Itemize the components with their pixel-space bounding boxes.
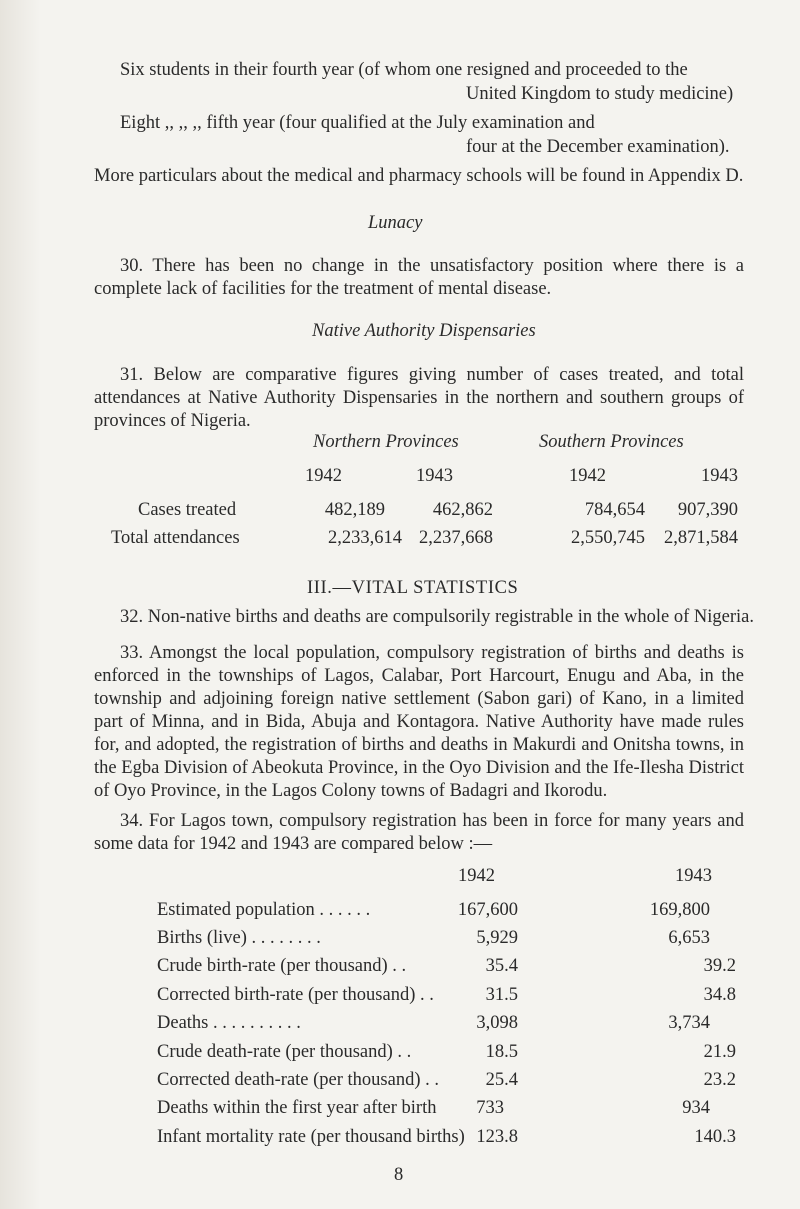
page-number: 8 <box>394 1165 404 1185</box>
cases-n1943: 462,862 <box>432 500 493 520</box>
lagos-value-1942: 31.5 <box>485 985 518 1005</box>
lagos-value-1943: 39.2 <box>703 956 736 976</box>
lagos-value-1943: 21.9 <box>703 1042 736 1062</box>
lagos-value-1942: 5,929 <box>476 928 518 948</box>
lagos-year-1942: 1942 <box>458 866 495 886</box>
lagos-value-1943: 23.2 <box>703 1070 736 1090</box>
cases-s1943: 907,390 <box>677 500 738 520</box>
dispensaries-paragraph: 31. Below are comparative figures giving number of cases treated, and total attendances at Native Authority Dispensaries in the northern and southern groups of provinces of Nigeria. <box>94 365 744 431</box>
lagos-row-label: Crude death-rate (per thousand) . . <box>157 1042 412 1062</box>
intro-line-1b: United Kingdom to study medicine) <box>466 84 734 104</box>
lagos-value-1942: 18.5 <box>485 1042 518 1062</box>
paragraph-32: 32. Non-native births and deaths are compulsorily registrable in the whole of Nigeria. <box>120 607 754 627</box>
attend-n1943: 2,237,668 <box>419 528 493 548</box>
lagos-row-label: Crude birth-rate (per thousand) . . <box>157 956 407 976</box>
lagos-row-label: Infant mortality rate (per thousand births) <box>157 1127 465 1147</box>
lagos-value-1942: 3,098 <box>476 1013 518 1033</box>
lagos-value-1943: 6,653 <box>668 928 710 948</box>
southern-provinces-label: Southern Provinces <box>539 432 684 452</box>
lagos-value-1943: 934 <box>682 1098 710 1118</box>
lunacy-heading: Lunacy <box>368 213 423 233</box>
lagos-value-1942: 25.4 <box>485 1070 518 1090</box>
lagos-row-label: Corrected death-rate (per thousand) . . <box>157 1070 439 1090</box>
cases-n1942: 482,189 <box>324 500 385 520</box>
lagos-value-1942: 123.8 <box>476 1127 518 1147</box>
vital-statistics-heading: III.—VITAL STATISTICS <box>307 578 519 598</box>
disp-year-n1943: 1943 <box>416 466 453 486</box>
lagos-row-label: Deaths within the first year after birth <box>157 1098 437 1118</box>
disp-year-n1942: 1942 <box>305 466 342 486</box>
lagos-row-label: Deaths . . . . . . . . . . <box>157 1013 301 1033</box>
lagos-value-1943: 140.3 <box>694 1127 736 1147</box>
disp-year-s1942: 1942 <box>569 466 606 486</box>
attend-s1942: 2,550,745 <box>571 528 645 548</box>
lagos-value-1943: 3,734 <box>668 1013 710 1033</box>
dispensaries-heading: Native Authority Dispensaries <box>312 321 536 341</box>
lagos-row-label: Births (live) . . . . . . . . <box>157 928 321 948</box>
row-total-attendances-label: Total attendances <box>111 528 240 548</box>
page-edge-shadow <box>0 0 40 1209</box>
disp-year-s1943: 1943 <box>701 466 738 486</box>
intro-line-1: Six students in their fourth year (of whom one resigned and proceeded to the <box>120 60 688 80</box>
attend-s1943: 2,871,584 <box>664 528 738 548</box>
lagos-value-1942: 167,600 <box>457 900 518 920</box>
lagos-value-1943: 34.8 <box>703 985 736 1005</box>
cases-s1942: 784,654 <box>584 500 645 520</box>
lagos-value-1942: 733 <box>476 1098 504 1118</box>
lagos-value-1942: 35.4 <box>485 956 518 976</box>
lagos-row-label: Corrected birth-rate (per thousand) . . <box>157 985 434 1005</box>
paragraph-34: 34. For Lagos town, compulsory registration has been in force for many years and some data for 1942 and 1943 are compared below :— <box>94 811 744 854</box>
intro-line-2b: four at the December examination). <box>466 137 730 157</box>
attend-n1942: 2,233,614 <box>328 528 402 548</box>
lagos-value-1943: 169,800 <box>649 900 710 920</box>
intro-line-2: Eight ,, ,, ,, fifth year (four qualified at the July examination and <box>120 113 595 133</box>
lagos-row-label: Estimated population . . . . . . <box>157 900 371 920</box>
lagos-year-1943: 1943 <box>675 866 712 886</box>
row-cases-treated-label: Cases treated <box>138 500 237 520</box>
intro-line-3: More particulars about the medical and pharmacy schools will be found in Appendix D. <box>94 166 744 186</box>
paragraph-33: 33. Amongst the local population, compulsory registration of births and deaths is enforced in the townships of Lagos, Calabar, Port Harcourt, Enugu and Aba, in the township and adjoining foreign native settlement (Sabon gari) of Kano, in a limited part of Minna, and in Bida, Abuja and Kontagora. Native Authority have made rules for, and adopted, the registration of births and deaths in Makurdi and Onitsha towns, in the Egba Division of Abeokuta Province, in the Oyo Division and the Ife-Ilesha District of Oyo Province, in the Lagos Colony towns of Badagri and Ikorodu. <box>94 643 744 801</box>
lunacy-paragraph: 30. There has been no change in the unsatisfactory position where there is a complete lack of facilities for the treatment of mental disease. <box>94 256 744 299</box>
northern-provinces-label: Northern Provinces <box>313 432 459 452</box>
